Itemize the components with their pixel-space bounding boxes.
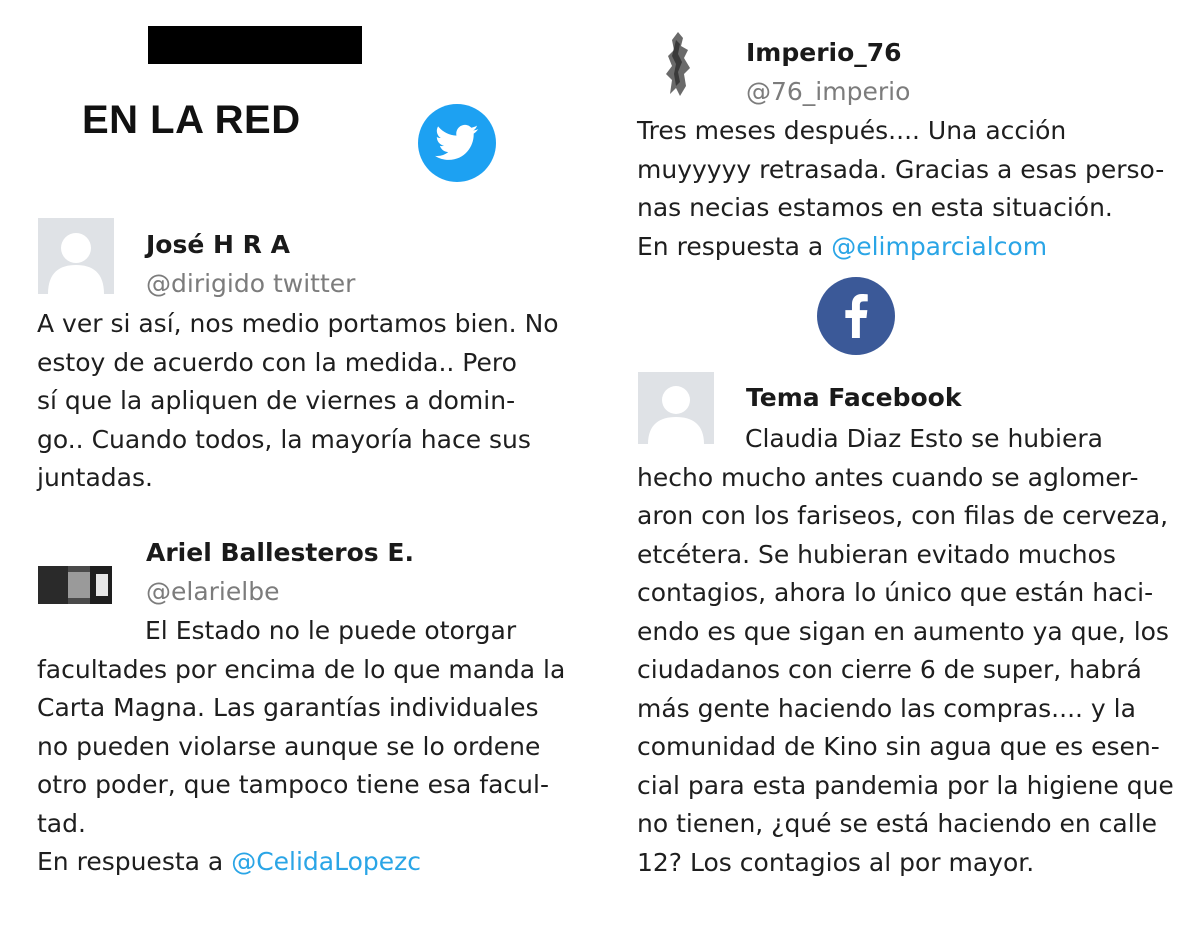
- post-line: estoy de acuerdo con la medida.. Pero: [37, 347, 517, 377]
- post-line: Claudia Diaz Esto se hubiera: [745, 424, 1103, 453]
- avatar-jose: [38, 218, 114, 294]
- post-line: no tienen, ¿qué se está haciendo en calle: [637, 809, 1158, 838]
- post-line: etcétera. Se hubieran evitado muchos: [637, 539, 1116, 569]
- post-line: nas necias estamos en esta situación.: [637, 193, 1113, 222]
- post-body: [637, 420, 1174, 882]
- post-line: contagios, ahora lo único que están haci-: [637, 578, 1154, 607]
- post-author-name: Imperio_76: [746, 38, 902, 67]
- post-line: cial para esta pandemia por la higiene que: [637, 770, 1174, 800]
- reply-mention-link[interactable]: @CelidaLopezc: [231, 847, 422, 876]
- post-line: facultades por encima de lo que manda la: [37, 654, 566, 684]
- reply-line: [37, 843, 565, 882]
- post-line: sí que la apliquen de viernes a domin-: [37, 386, 516, 415]
- post-line: Carta Magna. Las garantías individuales: [37, 693, 539, 722]
- reply-mention-link[interactable]: @elimparcialcom: [831, 231, 1048, 261]
- post-line: go.. Cuando todos, la mayoría hace sus: [37, 424, 531, 454]
- post-body: [37, 612, 565, 882]
- post-line: muyyyyy retrasada. Gracias a esas perso-: [637, 154, 1165, 184]
- post-author-handle: @dirigido twitter: [146, 269, 356, 298]
- post-line: ciudadanos con cierre 6 de super, habrá: [637, 655, 1142, 684]
- reply-prefix: En respuesta a: [637, 231, 832, 261]
- post-line: juntadas.: [37, 463, 153, 492]
- post-line: aron con los fariseos, con filas de cerveza,: [637, 501, 1169, 530]
- post-line: El Estado no le puede otorgar: [145, 616, 517, 645]
- reply-prefix: En respuesta a: [37, 847, 232, 876]
- post-line: otro poder, que tampoco tiene esa facul-: [37, 770, 549, 799]
- post-line: no pueden violarse aunque se lo ordene: [37, 731, 541, 761]
- avatar-ariel: [38, 566, 112, 604]
- post-line: comunidad de Kino sin agua que es esen-: [637, 732, 1160, 761]
- post-line: 12? Los contagios al por mayor.: [637, 847, 1035, 877]
- section-title: EN LA RED: [82, 98, 301, 142]
- post-author-handle: @elarielbe: [146, 577, 280, 606]
- post-body: [637, 112, 1164, 266]
- facebook-icon: [817, 277, 895, 355]
- post-line: tad.: [37, 808, 86, 838]
- post-author-name: Tema Facebook: [746, 383, 962, 412]
- post-author-name: José H R A: [146, 230, 290, 259]
- post-line: endo es que sigan en aumento ya que, los: [637, 616, 1169, 646]
- redacted-bar: [148, 26, 362, 64]
- post-body: [37, 305, 559, 498]
- post-line: hecho mucho antes cuando se aglomer-: [637, 462, 1139, 492]
- twitter-icon: [418, 104, 496, 182]
- post-author-handle: @76_imperio: [746, 77, 911, 106]
- reply-line: [637, 228, 1164, 267]
- post-line: Tres meses después.... Una acción: [637, 116, 1067, 145]
- post-line: A ver si así, nos medio portamos bien. No: [37, 309, 559, 338]
- avatar-imperio: [650, 28, 708, 100]
- post-author-name: Ariel Ballesteros E.: [146, 538, 414, 567]
- post-line: más gente haciendo las compras.... y la: [637, 693, 1136, 723]
